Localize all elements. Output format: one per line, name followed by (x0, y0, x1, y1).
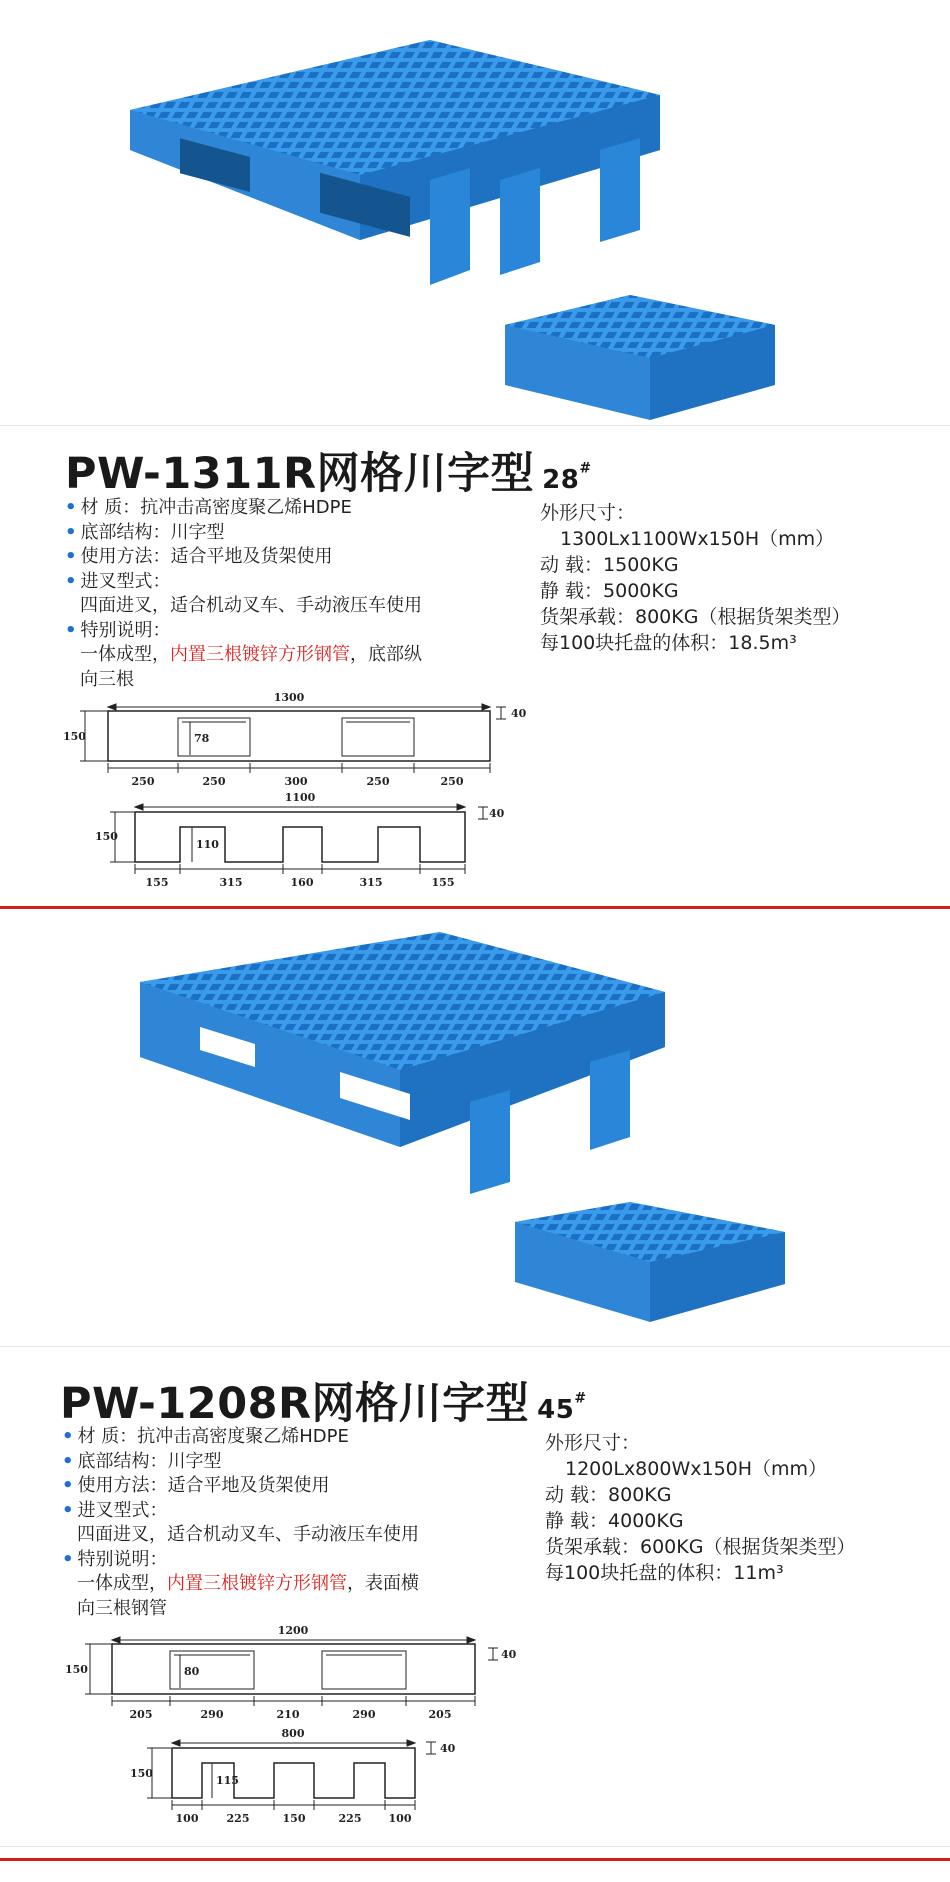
static-load-1: 静 载：5000KG (540, 580, 679, 602)
product-photo-1 (0, 0, 950, 425)
spec-list-1 (65, 496, 545, 692)
product-number-1: 28 (542, 465, 580, 495)
product-photo-2 (0, 912, 950, 1344)
dim-end-seg-2-5: 100 (388, 1812, 412, 1825)
dim-end-opening-2: 115 (216, 1774, 239, 1787)
dim-side-seg-2-1: 205 (129, 1708, 153, 1721)
dim-end-height-1: 150 (95, 830, 118, 843)
dim-opening-2: 80 (184, 1665, 200, 1678)
technical-drawing-2 (60, 1618, 540, 1833)
dim-end-seg-1: 155 (145, 876, 169, 889)
spec-bottom-1: • 底部结构：川字型 (65, 521, 225, 543)
spec-usage-2: • 使用方法：适合平地及货架使用 (62, 1475, 330, 1496)
dim-end-opening-1: 110 (196, 838, 219, 851)
dim-side-seg-2-5: 205 (428, 1708, 452, 1721)
dim-side-seg-2: 250 (202, 775, 226, 788)
spec-note-highlight-2: 内置三根镀锌方形钢管 (167, 1573, 347, 1594)
dynamic-load-2: 动 载：800KG (545, 1484, 672, 1506)
dim-width-1: 1100 (284, 791, 316, 804)
product-title-2 (60, 1370, 587, 1431)
spec-fork-1: 四面进叉，适合机动叉车、手动液压车使用 (80, 595, 422, 616)
spec-fork-label-2: • 进叉型式： (62, 1499, 168, 1521)
spec-note-highlight-1: 内置三根镀锌方形钢管 (170, 644, 350, 665)
spec-material-2: • 材 质：抗冲击高密度聚乙烯HDPE (62, 1426, 349, 1447)
dim-end-seg-3: 160 (290, 876, 314, 889)
dimension-list-1 (540, 500, 850, 656)
dim-side-seg-3: 300 (284, 775, 308, 788)
rack-load-2: 货架承载：600KG（根据货架类型） (545, 1536, 856, 1558)
dim-end-seg-4: 315 (359, 876, 383, 889)
dim-end-deck-1: 40 (489, 807, 505, 820)
spec-fork-label-1: • 进叉型式： (65, 570, 171, 592)
spec-note-line2-1: 向三根 (80, 668, 134, 690)
dim-height-2: 150 (65, 1663, 88, 1676)
spec-usage-1: • 使用方法：适合平地及货架使用 (65, 546, 333, 567)
dim-side-seg-2-4: 290 (352, 1708, 376, 1721)
dim-end-seg-2-1: 100 (175, 1812, 199, 1825)
section-separator-1 (0, 425, 950, 426)
dim-deck-1: 40 (511, 707, 527, 720)
rack-load-1: 货架承载：800KG（根据货架类型） (540, 606, 851, 628)
spec-fork-2: 四面进叉，适合机动叉车、手动液压车使用 (77, 1524, 419, 1545)
dim-side-seg-4: 250 (366, 775, 390, 788)
dim-height-1: 150 (63, 730, 86, 743)
dim-side-seg-2-2: 290 (200, 1708, 224, 1721)
spec-material-1: • 材 质：抗冲击高密度聚乙烯HDPE (65, 497, 352, 518)
size-label-2: 外形尺寸： (545, 1432, 641, 1454)
spec-note-1: 一体成型，内置三根镀锌方形钢管，底部纵 (80, 644, 422, 665)
technical-drawing-1 (60, 685, 540, 895)
pallet-image-large-1 (0, 0, 950, 425)
spec-note-line2-2: 向三根钢管 (77, 1597, 167, 1619)
dim-length-1: 1300 (273, 691, 305, 704)
static-load-2: 静 载：4000KG (545, 1510, 684, 1532)
section-separator-3 (0, 1846, 950, 1847)
dim-end-seg-2-4: 225 (338, 1812, 362, 1825)
size-value-2: 1200Lx800Wx150H（mm） (565, 1458, 828, 1480)
red-divider-1 (0, 906, 950, 909)
product-number-mark-1: # (579, 460, 592, 477)
dim-end-seg-2-2: 225 (226, 1812, 250, 1825)
dim-opening-1: 78 (194, 732, 210, 745)
dim-side-seg-2-3: 210 (276, 1708, 300, 1721)
product-number-mark-2: # (574, 1390, 587, 1407)
size-label-1: 外形尺寸： (540, 502, 636, 524)
product-number-2: 45 (537, 1395, 575, 1425)
spec-list-2 (62, 1425, 542, 1621)
volume-2: 每100块托盘的体积：11m³ (545, 1562, 784, 1584)
dim-length-2: 1200 (277, 1624, 309, 1637)
dim-end-deck-2: 40 (440, 1742, 456, 1755)
dim-end-seg-5: 155 (431, 876, 455, 889)
product-model-1: PW-1311R网格川字型 (65, 449, 535, 499)
dim-width-2: 800 (281, 1727, 305, 1740)
section-separator-2 (0, 1346, 950, 1347)
spec-note-label-2: • 特别说明： (62, 1548, 168, 1570)
volume-1: 每100块托盘的体积：18.5m³ (540, 632, 797, 654)
size-value-1: 1300Lx1100Wx150H（mm） (560, 528, 835, 550)
spec-note-2: 一体成型，内置三根镀锌方形钢管，表面横 (77, 1573, 419, 1594)
product-title-1 (65, 440, 592, 501)
dimension-list-2 (545, 1430, 855, 1586)
dim-side-seg-1: 250 (131, 775, 155, 788)
spec-bottom-2: • 底部结构：川字型 (62, 1450, 222, 1472)
red-divider-2 (0, 1858, 950, 1861)
dim-end-seg-2-3: 150 (282, 1812, 306, 1825)
dim-end-height-2: 150 (130, 1767, 153, 1780)
dim-deck-2: 40 (501, 1648, 517, 1661)
spec-note-label-1: • 特别说明： (65, 619, 171, 641)
dim-side-seg-5: 250 (440, 775, 464, 788)
pallet-image-large-2 (0, 912, 950, 1344)
dynamic-load-1: 动 载：1500KG (540, 554, 679, 576)
product-model-2: PW-1208R网格川字型 (60, 1379, 530, 1429)
dim-end-seg-2: 315 (219, 876, 243, 889)
